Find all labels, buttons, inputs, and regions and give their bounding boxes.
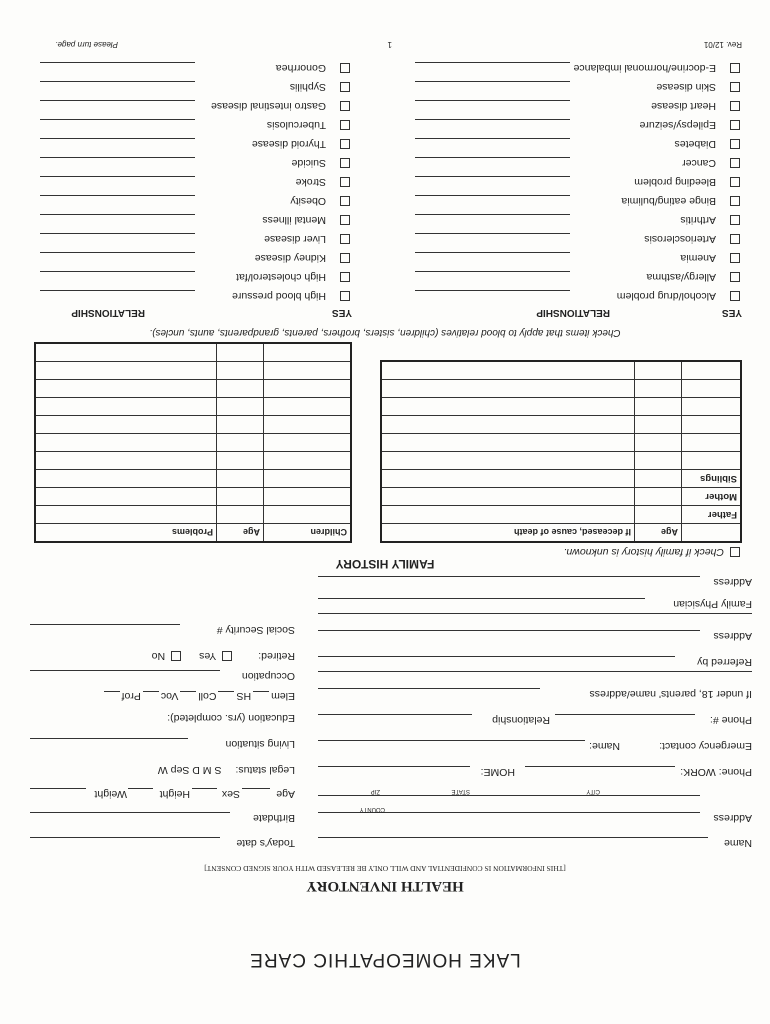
condition-checkbox[interactable] [340,82,350,92]
condition-item[interactable] [264,231,350,247]
condition-checkbox[interactable] [340,272,350,282]
condition-relationship-line[interactable] [415,290,570,291]
condition-label: Binge eating/bulimia [621,195,716,207]
condition-label: Kidney disease [254,252,326,264]
education-levels[interactable] [102,688,295,704]
hs-blank[interactable] [218,691,234,701]
condition-relationship-line[interactable] [40,290,195,291]
condition-label: Epilepsy/seizure [639,119,716,131]
member-age-cell[interactable] [635,434,682,452]
left-table-header [682,524,742,543]
ssn-line[interactable] [30,624,180,625]
yes-header-left: YES [721,307,742,318]
child-name-cell[interactable] [264,434,352,452]
condition-checkbox[interactable] [340,215,350,225]
condition-checkbox[interactable] [730,234,740,244]
condition-relationship-line[interactable] [40,252,195,253]
condition-relationship-line[interactable] [415,176,570,177]
condition-relationship-line[interactable] [415,214,570,215]
condition-label: Heart disease [651,100,716,112]
phone-work-field[interactable]: Phone: WORK: [680,766,752,778]
child-problems-cell[interactable] [35,506,217,524]
cause-of-death-cell[interactable] [381,470,635,488]
condition-label: Syphilis [289,81,326,93]
confidential-notice: [THIS INFORMATION IS CONFIDENTIAL AND WILL ONLY BE RELEASED WITH YOUR SIGNED CONSENT] [204,864,566,873]
child-problems-cell[interactable] [35,343,217,362]
condition-item[interactable] [640,117,740,133]
condition-relationship-line[interactable] [415,252,570,253]
condition-label: Gastro intestinal disease [211,100,326,112]
child-row [35,488,351,506]
member-age-cell[interactable] [635,470,682,488]
condition-checkbox[interactable] [730,139,740,149]
retired-no-checkbox[interactable] [171,651,181,661]
address-line[interactable] [318,812,700,813]
legal-status-field[interactable]: Legal status: S M D Sep W [157,764,295,776]
under-18-line[interactable] [318,688,540,689]
member-age-cell[interactable] [635,416,682,434]
family-member-row [381,470,741,488]
condition-checkbox[interactable] [730,177,740,187]
condition-item[interactable] [675,136,740,152]
condition-label: E-docrine/hormonal imbalance [573,62,716,74]
condition-relationship-line[interactable] [40,138,195,139]
relationship-field[interactable]: Relationship [492,714,550,726]
weight-line[interactable] [30,788,86,789]
condition-checkbox[interactable] [340,158,350,168]
condition-checkbox[interactable] [730,120,740,130]
condition-label: Anemia [680,252,716,264]
condition-relationship-line[interactable] [415,119,570,120]
yes-header-right: YES [331,307,352,318]
referrer-address-line[interactable] [318,630,700,631]
condition-checkbox[interactable] [730,82,740,92]
child-problems-cell[interactable] [35,488,217,506]
prof-label: Prof [121,690,141,702]
member-age-cell[interactable] [635,452,682,470]
family-history-title: FAMILY HISTORY [335,557,435,571]
referred-by-line[interactable] [318,656,675,657]
condition-relationship-line[interactable] [415,195,570,196]
family-member-row [381,488,741,506]
family-member-row [381,361,741,380]
child-name-cell[interactable] [264,398,352,416]
elem-blank[interactable] [253,691,269,701]
condition-label: Skin disease [656,81,716,93]
condition-label: Thyroid disease [251,138,326,150]
address-field[interactable]: Address [713,812,752,824]
children-table-header: Age [217,524,264,543]
condition-checkbox[interactable] [730,291,740,301]
condition-label: Tuberculosis [266,119,326,131]
condition-relationship-line[interactable] [40,271,195,272]
child-age-cell[interactable] [217,398,264,416]
county-label: COUNTY [359,806,385,812]
child-row [35,506,351,524]
family-physician-line[interactable] [318,598,645,599]
child-problems-cell[interactable] [35,452,217,470]
condition-item[interactable] [682,155,740,171]
family-member-label [682,434,742,452]
condition-checkbox[interactable] [730,215,740,225]
check-instruction: Check items that apply to blood relatives (children, sisters, brothers, parents, grandparents, aunts, uncles). [149,327,621,338]
condition-label: Stroke [295,176,326,188]
age-field[interactable]: Age [276,788,295,800]
condition-item[interactable] [292,155,350,171]
condition-item[interactable] [656,79,740,95]
condition-relationship-line[interactable] [415,157,570,158]
condition-relationship-line[interactable] [40,100,195,101]
child-problems-cell[interactable] [35,362,217,380]
condition-item[interactable] [262,212,350,228]
child-age-cell[interactable] [217,416,264,434]
child-name-cell[interactable] [264,343,352,362]
relationship-header-right: RELATIONSHIP [71,307,145,318]
family-physician-field[interactable]: Family Physician [673,598,752,610]
living-situation-field[interactable]: Living situation [225,738,295,750]
condition-checkbox[interactable] [340,253,350,263]
condition-checkbox[interactable] [340,291,350,301]
condition-checkbox[interactable] [340,120,350,130]
condition-label: Gonorrhea [275,62,326,74]
condition-item[interactable] [236,269,350,285]
condition-item[interactable] [651,98,740,114]
condition-checkbox[interactable] [730,272,740,282]
form-title: HEALTH INVENTORY [306,878,464,894]
cause-of-death-cell[interactable] [381,488,635,506]
condition-label: Liver disease [264,233,326,245]
prof-blank[interactable] [104,691,120,701]
name-line[interactable] [318,837,708,838]
condition-relationship-line[interactable] [415,81,570,82]
condition-relationship-line[interactable] [40,81,195,82]
condition-item[interactable] [621,193,740,209]
retired-yes-checkbox[interactable] [222,651,232,661]
state-label: STATE [451,788,470,794]
elem-label: Elem [271,690,295,702]
physician-address-field[interactable]: Address [713,576,752,588]
sex-field[interactable]: Sex [221,788,240,800]
family-member-label [682,361,742,380]
member-age-cell[interactable] [635,361,682,380]
zip-label: ZIP [370,788,380,794]
condition-label: Mental illness [262,214,326,226]
member-age-cell[interactable] [635,506,682,524]
revision-label: Rev. 12/01 [703,40,742,49]
height-field[interactable]: Height [159,788,190,800]
child-row [35,470,351,488]
condition-relationship-line[interactable] [40,176,195,177]
condition-label: Arthritis [680,214,716,226]
child-name-cell[interactable] [264,506,352,524]
physician-address-line[interactable] [318,576,700,577]
emergency-name-line[interactable] [318,740,585,741]
family-unknown-checkbox[interactable] [730,547,740,557]
child-age-cell[interactable] [217,434,264,452]
education-field[interactable]: Education (yrs. completed): [167,712,295,724]
birthdate-field[interactable]: Birthdate [252,812,295,824]
coll-label: Coll [198,690,217,702]
condition-relationship-line[interactable] [40,233,195,234]
child-row [35,362,351,380]
family-member-label [682,452,742,470]
child-name-cell[interactable] [264,416,352,434]
condition-label: Diabetes [674,138,716,150]
family-member-label [682,416,742,434]
child-problems-cell[interactable] [35,434,217,452]
living-situation-line[interactable] [30,738,188,739]
org-name: LAKE HOMEOPATHIC CARE [249,949,521,970]
child-row [35,380,351,398]
condition-item[interactable] [574,60,740,76]
condition-relationship-line[interactable] [415,100,570,101]
child-row [35,343,351,362]
cause-of-death-cell[interactable] [381,416,635,434]
occupation-field[interactable]: Occupation [241,670,295,682]
age-line[interactable] [242,788,270,789]
phone-work-line[interactable] [525,766,675,767]
child-name-cell[interactable] [264,362,352,380]
hs-label: HS [236,690,252,702]
family-member-row [381,434,741,452]
occupation-line[interactable] [30,670,220,671]
condition-item[interactable] [296,174,350,190]
condition-checkbox[interactable] [730,253,740,263]
condition-label: Cancer [682,157,716,169]
condition-item[interactable] [232,288,350,304]
child-problems-cell[interactable] [35,398,217,416]
relationship-line[interactable] [318,714,472,715]
family-member-row [381,380,741,398]
member-age-cell[interactable] [635,380,682,398]
condition-label: Bleeding problem [634,176,716,188]
emergency-name-field[interactable]: Name: [589,740,620,752]
address-line-2[interactable] [318,795,700,796]
family-member-label: Father [682,506,742,524]
member-age-cell[interactable] [635,488,682,506]
family-member-row [381,416,741,434]
condition-relationship-line[interactable] [40,119,195,120]
condition-item[interactable] [255,250,350,266]
condition-item[interactable] [276,60,350,76]
child-name-cell[interactable] [264,470,352,488]
cause-of-death-cell[interactable] [381,434,635,452]
condition-item[interactable] [634,174,740,190]
condition-checkbox[interactable] [340,63,350,73]
cause-of-death-cell[interactable] [381,506,635,524]
condition-checkbox[interactable] [340,139,350,149]
condition-label: High blood pressure [232,290,326,302]
condition-item[interactable] [252,136,350,152]
child-age-cell[interactable] [217,362,264,380]
retired-field[interactable]: Retired: Yes No [151,650,295,662]
legal-status-options[interactable]: S M D Sep W [157,764,222,776]
weight-field[interactable]: Weight [94,788,127,800]
cause-of-death-cell[interactable] [381,361,635,380]
condition-checkbox[interactable] [340,234,350,244]
condition-item[interactable] [290,193,350,209]
voc-blank[interactable] [143,691,159,701]
child-problems-cell[interactable] [35,416,217,434]
condition-label: Allergy/asthma [646,271,716,283]
todays-date-field[interactable]: Today's date [236,837,295,849]
birthdate-line[interactable] [30,812,230,813]
children-table-header: Children [264,524,352,543]
left-table-header: If deceased, cause of death [381,524,635,543]
condition-relationship-line[interactable] [415,271,570,272]
condition-relationship-line[interactable] [40,157,195,158]
turn-page-note: Please turn page. [55,40,118,49]
condition-label: Suicide [291,157,326,169]
child-name-cell[interactable] [264,380,352,398]
condition-checkbox[interactable] [730,158,740,168]
condition-checkbox[interactable] [340,177,350,187]
child-name-cell[interactable] [264,488,352,506]
referrer-address-line-2[interactable] [318,613,752,614]
child-problems-cell[interactable] [35,380,217,398]
child-row [35,452,351,470]
under-18-field[interactable]: If under 18, parents' name/address [589,688,752,700]
city-label: CITY [586,788,600,794]
page-number: 1 [387,40,392,49]
condition-relationship-line[interactable] [40,214,195,215]
condition-checkbox[interactable] [340,101,350,111]
condition-label: High cholesterol/fat [236,271,326,283]
ssn-field[interactable]: Social Security # [216,624,295,636]
condition-item[interactable] [680,250,740,266]
cause-of-death-cell[interactable] [381,380,635,398]
child-age-cell[interactable] [217,470,264,488]
condition-checkbox[interactable] [730,63,740,73]
family-member-row [381,506,741,524]
condition-label: Alcohol/drug problem [616,290,716,302]
family-history-table-left [380,360,742,543]
referrer-address-field[interactable]: Address [713,630,752,642]
condition-checkbox[interactable] [730,101,740,111]
condition-relationship-line[interactable] [415,62,570,63]
condition-relationship-line[interactable] [415,233,570,234]
child-age-cell[interactable] [217,452,264,470]
condition-relationship-line[interactable] [40,62,195,63]
condition-item[interactable] [267,117,350,133]
family-member-row [381,452,741,470]
child-age-cell[interactable] [217,343,264,362]
child-row [35,398,351,416]
condition-checkbox[interactable] [730,196,740,206]
under-18-line-2[interactable] [318,671,752,672]
relationship-header-left: RELATIONSHIP [536,307,610,318]
child-problems-cell[interactable] [35,470,217,488]
condition-checkbox[interactable] [340,196,350,206]
cause-of-death-cell[interactable] [381,452,635,470]
emergency-contact-field[interactable]: Emergency contact: [659,740,752,752]
condition-label: Obesity [290,195,326,207]
member-age-cell[interactable] [635,398,682,416]
condition-relationship-line[interactable] [415,138,570,139]
left-table-header: Age [635,524,682,543]
family-member-label [682,398,742,416]
child-name-cell[interactable] [264,452,352,470]
family-member-label: Mother [682,488,742,506]
child-age-cell[interactable] [217,506,264,524]
coll-blank[interactable] [180,691,196,701]
child-row [35,416,351,434]
condition-relationship-line[interactable] [40,195,195,196]
cause-of-death-cell[interactable] [381,398,635,416]
condition-item[interactable] [680,212,740,228]
child-row [35,434,351,452]
todays-date-line[interactable] [30,837,220,838]
phone-line[interactable] [555,714,695,715]
condition-item[interactable] [617,288,740,304]
height-line[interactable] [128,788,153,789]
family-member-row [381,398,741,416]
sex-line[interactable] [192,788,217,789]
condition-item[interactable] [647,269,740,285]
family-unknown-field[interactable]: Check if family history is unknown. [564,544,740,560]
home-phone-field[interactable]: HOME: [480,766,515,778]
condition-item[interactable] [290,79,350,95]
referred-by-field[interactable]: Referred by [697,656,752,668]
family-member-label: Siblings [682,470,742,488]
family-member-label [682,380,742,398]
home-phone-line[interactable] [318,766,470,767]
child-age-cell[interactable] [217,380,264,398]
children-table [34,342,352,543]
child-age-cell[interactable] [217,488,264,506]
phone-field[interactable]: Phone #: [709,714,752,726]
condition-label: Arteriosclerosis [644,233,716,245]
children-table-header: Problems [35,524,217,543]
condition-item[interactable] [644,231,740,247]
voc-label: Voc [160,690,179,702]
name-field[interactable]: Name [723,837,752,849]
condition-item[interactable] [211,98,350,114]
